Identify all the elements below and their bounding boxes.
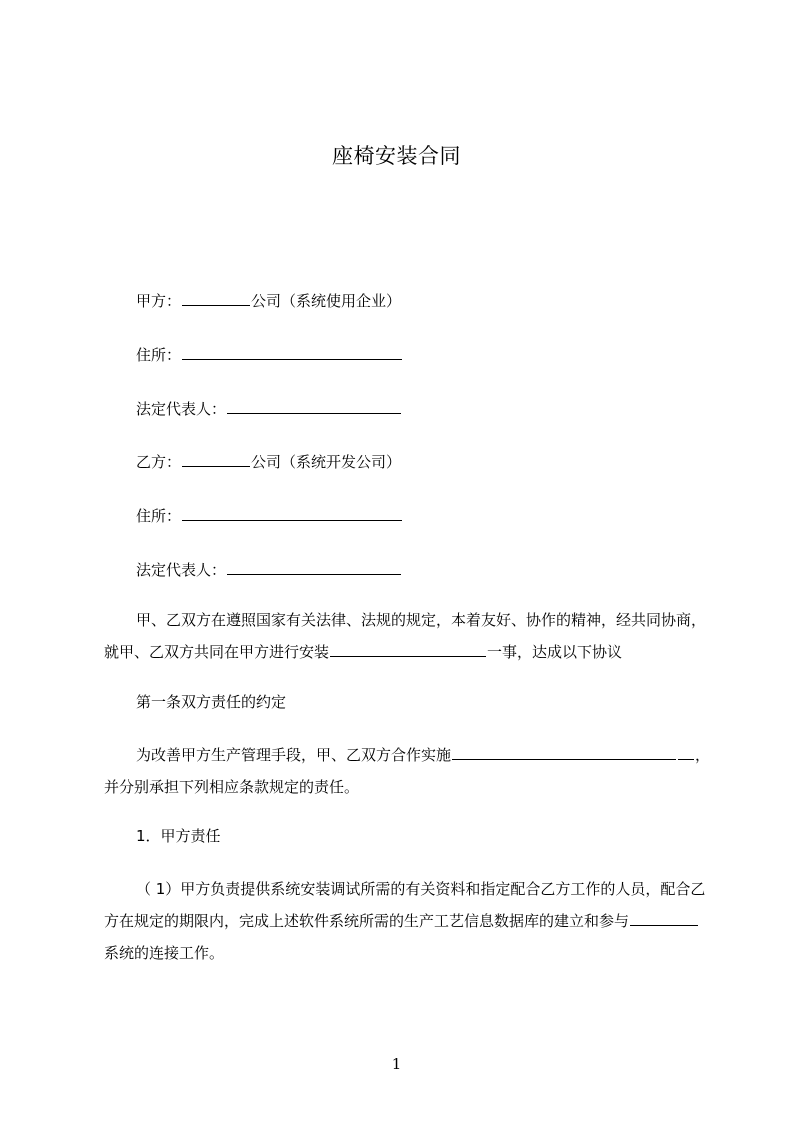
party-a-address-label: 住所： <box>136 346 182 364</box>
party-a-suffix: 公司（系统使用企业） <box>251 292 402 310</box>
party-b-rep-blank <box>227 559 401 575</box>
party-b-suffix: 公司（系统开发公司） <box>251 453 402 471</box>
party-a-rep-line <box>136 398 402 419</box>
intro-text-2: 一事，达成以下协议 <box>487 643 623 661</box>
party-a-rep-label: 法定代表人： <box>136 400 227 418</box>
party-b-name-blank <box>182 451 250 467</box>
clause-1-text-1: （ 1）甲方负责提供系统安装调试所需的有关资料和指定配合乙方工作的人员，配合乙方在规定的期限内，完成上述软件系统所需的生产工艺信息数据库的建立和参与 <box>104 880 706 930</box>
section-1-heading: 1．甲方责任 <box>136 827 221 845</box>
party-a-name-blank <box>182 290 250 306</box>
article-1-blank-2 <box>678 744 694 760</box>
party-b-rep-line <box>136 559 402 580</box>
article-1-blank-1 <box>452 744 676 760</box>
intro-paragraph <box>104 604 712 668</box>
party-b-label: 乙方： <box>136 453 182 471</box>
article-1-text-2: ，并分别承担下列相应条款规定的责任。 <box>104 746 711 796</box>
party-b-address-label: 住所： <box>136 507 182 525</box>
party-a-label: 甲方： <box>136 292 182 310</box>
clause-1-blank <box>630 910 698 926</box>
document-title: 座椅安装合同 <box>332 144 461 168</box>
clause-1-paragraph <box>104 873 712 969</box>
party-a-address-line <box>136 344 403 365</box>
party-b-rep-label: 法定代表人： <box>136 561 227 579</box>
party-a-address-blank <box>182 344 402 360</box>
article-1-paragraph <box>104 739 712 803</box>
party-a-line <box>136 290 401 311</box>
intro-blank <box>330 641 486 657</box>
party-b-address-line <box>136 505 403 526</box>
article-1-heading: 第一条双方责任的约定 <box>136 693 287 711</box>
party-a-rep-blank <box>227 398 401 414</box>
intro-text-1: 甲、乙双方在遵照国家有关法律、法规的规定，本着友好、协作的精神，经共同协商，就甲、乙双方共同在甲方进行安装 <box>104 611 707 661</box>
party-b-line <box>136 451 401 472</box>
article-1-text-1: 为改善甲方生产管理手段，甲、乙双方合作实施 <box>136 746 452 764</box>
page-number: 1 <box>391 1055 402 1073</box>
clause-1-text-2: 系统的连接工作。 <box>104 944 225 962</box>
party-b-address-blank <box>182 505 402 521</box>
